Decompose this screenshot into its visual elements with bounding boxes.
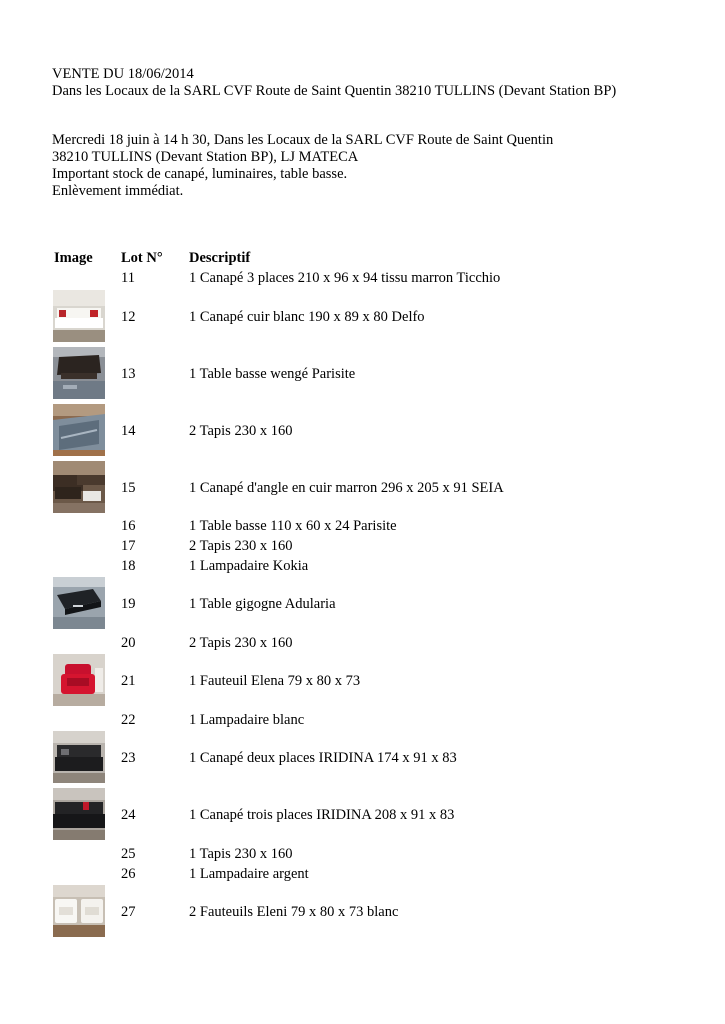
lot-description: 1 Lampadaire blanc xyxy=(189,712,305,728)
lot-number: 17 xyxy=(121,538,136,554)
lot-description: 1 Canapé cuir blanc 190 x 89 x 80 Delfo xyxy=(189,309,425,325)
lot-description: 2 Fauteuils Eleni 79 x 80 x 73 blanc xyxy=(189,904,399,920)
table-row xyxy=(0,558,725,575)
lot-number: 15 xyxy=(121,480,136,496)
table-row xyxy=(0,750,725,767)
table-row xyxy=(0,518,725,535)
table-row xyxy=(0,480,725,497)
lot-number: 16 xyxy=(121,518,136,534)
lot-description: 2 Tapis 230 x 160 xyxy=(189,635,293,651)
sale-title: VENTE DU 18/06/2014 xyxy=(52,66,194,82)
lot-description: 2 Tapis 230 x 160 xyxy=(189,423,293,439)
lot-description: 1 Lampadaire Kokia xyxy=(189,558,309,574)
lot-number: 19 xyxy=(121,596,136,612)
lot-number: 11 xyxy=(121,270,135,286)
lot-description: 1 Table basse wengé Parisite xyxy=(189,366,356,382)
table-row xyxy=(0,635,725,652)
lot-number: 23 xyxy=(121,750,136,766)
lot-number: 21 xyxy=(121,673,136,689)
lot-number: 24 xyxy=(121,807,136,823)
intro-line-3: Important stock de canapé, luminaires, table basse. xyxy=(52,166,348,182)
lot-description: 1 Canapé deux places IRIDINA 174 x 91 x 83 xyxy=(189,750,457,766)
lot-description: 1 Lampadaire argent xyxy=(189,866,309,882)
lot-description: 1 Table basse 110 x 60 x 24 Parisite xyxy=(189,518,397,534)
lot-description: 1 Fauteuil Elena 79 x 80 x 73 xyxy=(189,673,361,689)
table-row xyxy=(0,712,725,729)
lot-description: 1 Canapé d'angle en cuir marron 296 x 205 x 91 SEIA xyxy=(189,480,504,496)
lot-description: 1 Canapé trois places IRIDINA 208 x 91 x 83 xyxy=(189,807,455,823)
lot-number: 25 xyxy=(121,846,136,862)
intro-line-4: Enlèvement immédiat. xyxy=(52,183,184,199)
table-row xyxy=(0,673,725,690)
table-row xyxy=(0,366,725,383)
table-row xyxy=(0,309,725,326)
intro-line-1: Mercredi 18 juin à 14 h 30, Dans les Locaux de la SARL CVF Route de Saint Quentin xyxy=(52,132,554,148)
lot-number: 27 xyxy=(121,904,136,920)
table-row xyxy=(0,846,725,863)
column-header-description: Descriptif xyxy=(189,250,251,266)
lot-number: 18 xyxy=(121,558,136,574)
table-row xyxy=(0,807,725,824)
intro-line-2: 38210 TULLINS (Devant Station BP), LJ MATECA xyxy=(52,149,359,165)
lot-number: 20 xyxy=(121,635,136,651)
lot-number: 12 xyxy=(121,309,136,325)
lot-description: 1 Canapé 3 places 210 x 96 x 94 tissu marron Ticchio xyxy=(189,270,501,286)
table-row xyxy=(0,866,725,883)
sale-location: Dans les Locaux de la SARL CVF Route de Saint Quentin 38210 TULLINS (Devant Station BP) xyxy=(52,83,617,99)
table-row xyxy=(0,270,725,287)
lot-description: 2 Tapis 230 x 160 xyxy=(189,538,293,554)
table-row xyxy=(0,423,725,440)
column-header-image: Image xyxy=(54,250,93,266)
lot-number: 13 xyxy=(121,366,136,382)
table-row xyxy=(0,904,725,921)
lot-description: 1 Tapis 230 x 160 xyxy=(189,846,293,862)
table-row xyxy=(0,596,725,613)
column-header-lot: Lot N° xyxy=(121,250,163,266)
lot-number: 26 xyxy=(121,866,136,882)
lot-number: 14 xyxy=(121,423,136,439)
lot-number: 22 xyxy=(121,712,136,728)
lot-description: 1 Table gigogne Adularia xyxy=(189,596,336,612)
table-row xyxy=(0,538,725,555)
